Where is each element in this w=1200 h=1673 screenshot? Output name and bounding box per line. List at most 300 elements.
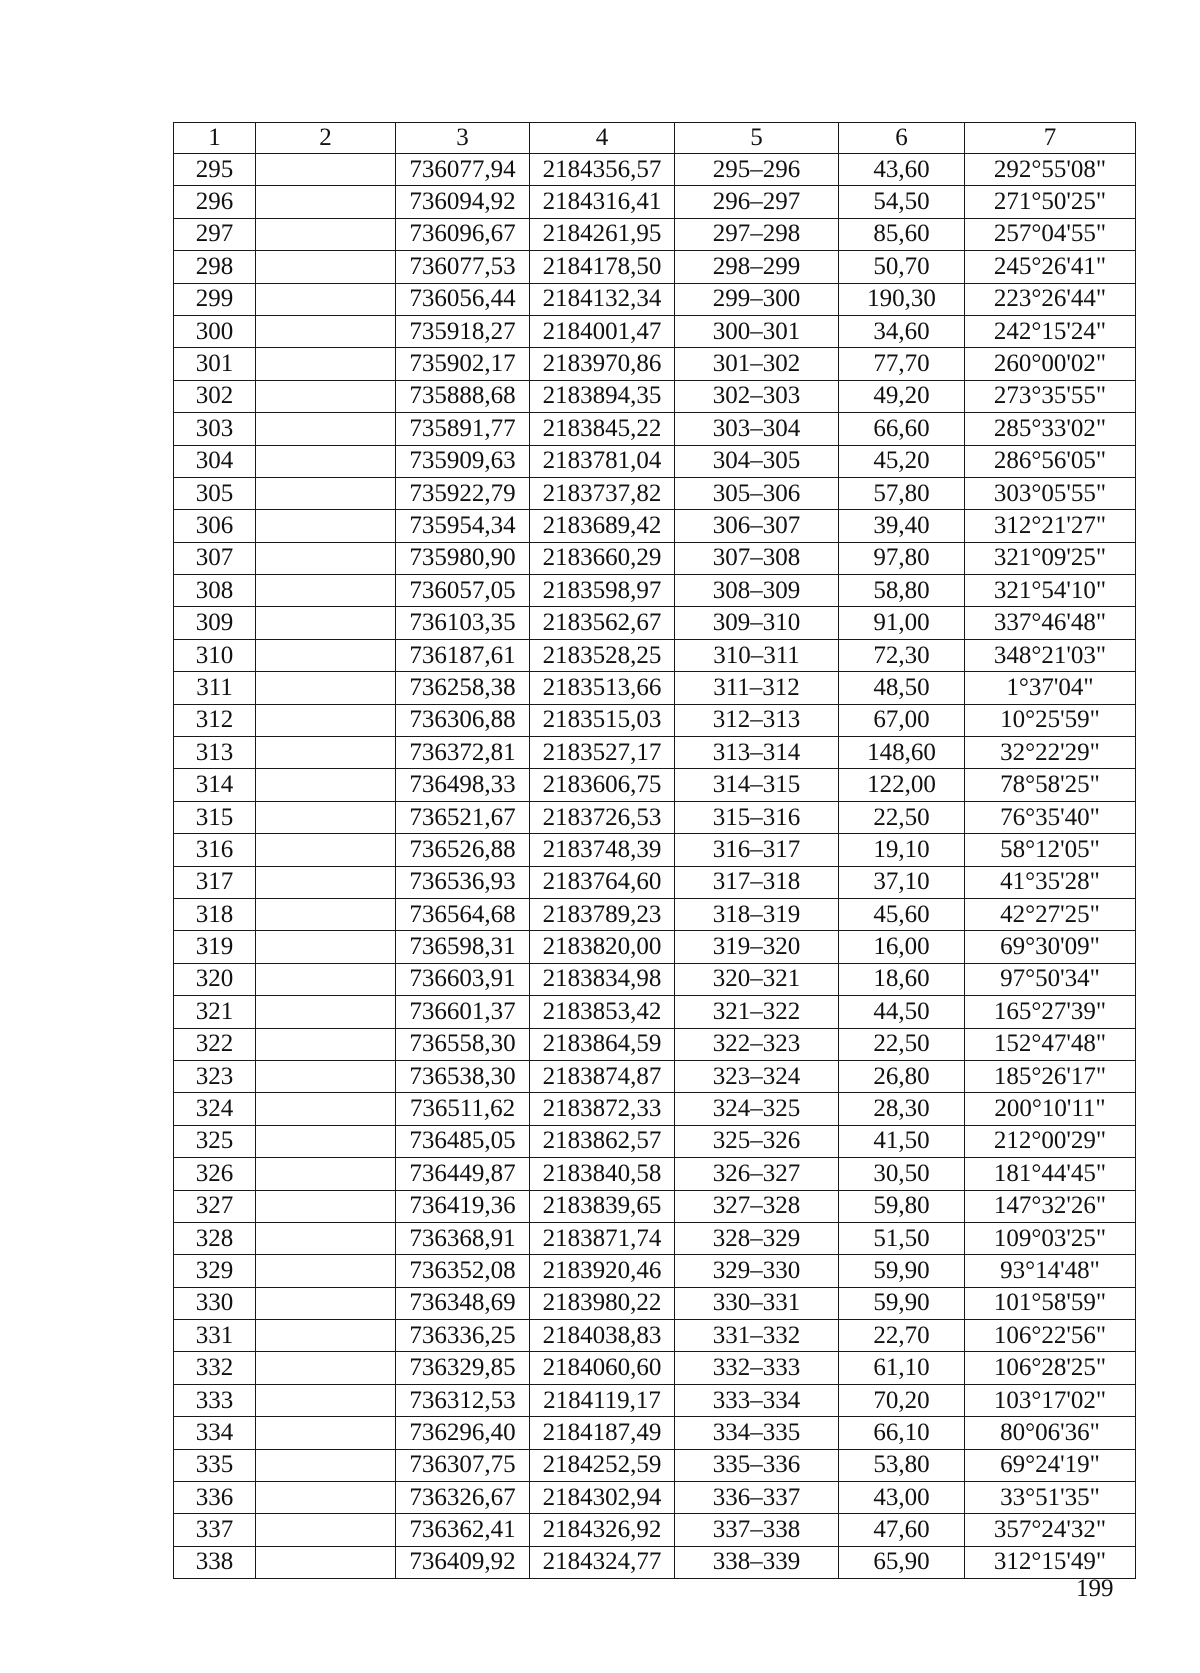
table-cell: 152°47'48" [965, 1028, 1136, 1060]
table-row [174, 672, 1136, 704]
table-cell: 65,90 [839, 1546, 965, 1578]
table-cell: 312–313 [675, 704, 839, 736]
table-cell: 299 [174, 283, 256, 315]
table-cell: 736598,31 [396, 931, 530, 963]
table-row [174, 1060, 1136, 1092]
table-cell: 314–315 [675, 769, 839, 801]
table-cell [256, 963, 396, 995]
table-cell: 41,50 [839, 1125, 965, 1157]
table-cell: 299–300 [675, 283, 839, 315]
table-cell: 324 [174, 1093, 256, 1125]
table-cell: 309–310 [675, 607, 839, 639]
table-cell: 18,60 [839, 963, 965, 995]
table-cell: 735918,27 [396, 315, 530, 347]
table-cell: 2183839,65 [530, 1190, 675, 1222]
table-cell: 300–301 [675, 315, 839, 347]
table-cell: 316–317 [675, 834, 839, 866]
table-cell: 122,00 [839, 769, 965, 801]
table-cell [256, 445, 396, 477]
table-cell: 44,50 [839, 996, 965, 1028]
table-cell: 327 [174, 1190, 256, 1222]
table-row [174, 477, 1136, 509]
table-cell: 295–296 [675, 154, 839, 186]
table-cell: 72,30 [839, 639, 965, 671]
table-cell: 2183660,29 [530, 542, 675, 574]
table-cell: 45,60 [839, 898, 965, 930]
table-cell: 2183820,00 [530, 931, 675, 963]
table-row [174, 801, 1136, 833]
table-cell: 2183764,60 [530, 866, 675, 898]
table-cell [256, 1514, 396, 1546]
table-cell: 335–336 [675, 1449, 839, 1481]
table-cell: 59,90 [839, 1287, 965, 1319]
table-cell: 298 [174, 251, 256, 283]
table-cell: 303–304 [675, 413, 839, 445]
table-cell [256, 639, 396, 671]
table-row [174, 737, 1136, 769]
table-cell [256, 704, 396, 736]
table-cell: 735954,34 [396, 510, 530, 542]
table-cell: 296–297 [675, 186, 839, 218]
table-cell: 334 [174, 1417, 256, 1449]
table-cell: 2184261,95 [530, 218, 675, 250]
table-cell: 328–329 [675, 1222, 839, 1254]
table-cell: 78°58'25" [965, 769, 1136, 801]
table-cell: 736326,67 [396, 1482, 530, 1514]
table-cell: 292°55'08" [965, 154, 1136, 186]
table-cell: 200°10'11" [965, 1093, 1136, 1125]
table-cell: 181°44'45" [965, 1158, 1136, 1190]
table-cell: 320 [174, 963, 256, 995]
table-cell [256, 1028, 396, 1060]
table-cell: 19,10 [839, 834, 965, 866]
table-cell: 2183864,59 [530, 1028, 675, 1060]
table-cell: 313 [174, 737, 256, 769]
table-cell: 333 [174, 1384, 256, 1416]
table-cell: 26,80 [839, 1060, 965, 1092]
table-row [174, 1417, 1136, 1449]
table-cell: 736485,05 [396, 1125, 530, 1157]
table-cell: 223°26'44" [965, 283, 1136, 315]
table-cell: 308 [174, 575, 256, 607]
table-row [174, 963, 1136, 995]
table-cell [256, 413, 396, 445]
table-cell: 736258,38 [396, 672, 530, 704]
table-cell: 736362,41 [396, 1514, 530, 1546]
table-cell: 190,30 [839, 283, 965, 315]
table-cell: 736307,75 [396, 1449, 530, 1481]
table-cell: 2184316,41 [530, 186, 675, 218]
table-cell: 2183515,03 [530, 704, 675, 736]
table-cell [256, 898, 396, 930]
table-row [174, 380, 1136, 412]
table-cell: 321–322 [675, 996, 839, 1028]
table-cell: 53,80 [839, 1449, 965, 1481]
table-cell: 59,80 [839, 1190, 965, 1222]
table-cell: 297 [174, 218, 256, 250]
table-row [174, 1158, 1136, 1190]
column-header: 6 [839, 123, 965, 154]
table-cell: 2184119,17 [530, 1384, 675, 1416]
table-cell: 2184187,49 [530, 1417, 675, 1449]
table-cell: 2183862,57 [530, 1125, 675, 1157]
table-cell: 319–320 [675, 931, 839, 963]
table-cell [256, 607, 396, 639]
table-cell: 736352,08 [396, 1255, 530, 1287]
table-cell: 317 [174, 866, 256, 898]
table-cell: 2184302,94 [530, 1482, 675, 1514]
table-cell: 736329,85 [396, 1352, 530, 1384]
table-cell: 326–327 [675, 1158, 839, 1190]
table-cell: 336–337 [675, 1482, 839, 1514]
column-header: 2 [256, 123, 396, 154]
table-cell [256, 1546, 396, 1578]
table-cell [256, 834, 396, 866]
table-cell: 348°21'03" [965, 639, 1136, 671]
table-cell: 2183845,22 [530, 413, 675, 445]
table-cell: 302 [174, 380, 256, 412]
table-cell: 311–312 [675, 672, 839, 704]
table-cell: 736498,33 [396, 769, 530, 801]
table-row [174, 186, 1136, 218]
table-cell: 2183726,53 [530, 801, 675, 833]
table-cell: 335 [174, 1449, 256, 1481]
table-cell: 311 [174, 672, 256, 704]
table-cell: 41°35'28" [965, 866, 1136, 898]
table-cell [256, 1287, 396, 1319]
table-row [174, 251, 1136, 283]
table-cell: 736603,91 [396, 963, 530, 995]
table-cell: 22,70 [839, 1320, 965, 1352]
table-cell [256, 1320, 396, 1352]
table-cell: 70,20 [839, 1384, 965, 1416]
table-cell: 101°58'59" [965, 1287, 1136, 1319]
table-row [174, 445, 1136, 477]
table-cell: 302–303 [675, 380, 839, 412]
table-row [174, 510, 1136, 542]
table-cell: 736538,30 [396, 1060, 530, 1092]
table-cell: 735922,79 [396, 477, 530, 509]
table-cell [256, 1060, 396, 1092]
table-row [174, 1255, 1136, 1287]
table-cell [256, 575, 396, 607]
table-cell: 185°26'17" [965, 1060, 1136, 1092]
table-cell: 67,00 [839, 704, 965, 736]
table-cell [256, 510, 396, 542]
table-cell: 297–298 [675, 218, 839, 250]
table-cell [256, 315, 396, 347]
table-row [174, 1384, 1136, 1416]
table-cell: 303°05'55" [965, 477, 1136, 509]
table-cell: 336 [174, 1482, 256, 1514]
table-cell: 735888,68 [396, 380, 530, 412]
table-cell: 51,50 [839, 1222, 965, 1254]
table-cell: 327–328 [675, 1190, 839, 1222]
table-cell: 308–309 [675, 575, 839, 607]
table-cell: 329–330 [675, 1255, 839, 1287]
table-row [174, 413, 1136, 445]
table-cell: 735902,17 [396, 348, 530, 380]
table-cell: 34,60 [839, 315, 965, 347]
table-cell: 2184356,57 [530, 154, 675, 186]
table-row [174, 1320, 1136, 1352]
table-cell: 106°28'25" [965, 1352, 1136, 1384]
table-cell: 42°27'25" [965, 898, 1136, 930]
table-cell: 325–326 [675, 1125, 839, 1157]
table-cell: 323–324 [675, 1060, 839, 1092]
table-row [174, 834, 1136, 866]
table-cell: 305 [174, 477, 256, 509]
table-cell: 2183920,46 [530, 1255, 675, 1287]
table-cell: 312°21'27" [965, 510, 1136, 542]
table-cell: 736536,93 [396, 866, 530, 898]
table-cell [256, 769, 396, 801]
table-cell: 736372,81 [396, 737, 530, 769]
table-cell: 332 [174, 1352, 256, 1384]
table-cell [256, 1222, 396, 1254]
table-cell: 330 [174, 1287, 256, 1319]
table-cell: 58°12'05" [965, 834, 1136, 866]
table-cell: 39,40 [839, 510, 965, 542]
table-cell: 306 [174, 510, 256, 542]
table-cell: 736348,69 [396, 1287, 530, 1319]
table-row [174, 575, 1136, 607]
table-cell: 242°15'24" [965, 315, 1136, 347]
table-row [174, 1125, 1136, 1157]
table-row [174, 704, 1136, 736]
column-header: 3 [396, 123, 530, 154]
table-cell: 2183606,75 [530, 769, 675, 801]
table-row [174, 1449, 1136, 1481]
table-cell: 2184060,60 [530, 1352, 675, 1384]
table-cell: 736521,67 [396, 801, 530, 833]
table-cell: 50,70 [839, 251, 965, 283]
table-cell: 736409,92 [396, 1546, 530, 1578]
table-cell: 736419,36 [396, 1190, 530, 1222]
table-cell: 315–316 [675, 801, 839, 833]
column-header: 7 [965, 123, 1136, 154]
table-row [174, 154, 1136, 186]
table-cell: 317–318 [675, 866, 839, 898]
table-cell: 77,70 [839, 348, 965, 380]
table-row [174, 769, 1136, 801]
table-cell: 323 [174, 1060, 256, 1092]
table-row [174, 639, 1136, 671]
table-cell [256, 477, 396, 509]
column-header: 1 [174, 123, 256, 154]
table-cell: 329 [174, 1255, 256, 1287]
table-cell: 324–325 [675, 1093, 839, 1125]
table-cell: 58,80 [839, 575, 965, 607]
table-cell: 2183840,58 [530, 1158, 675, 1190]
table-cell: 22,50 [839, 801, 965, 833]
table-cell: 49,20 [839, 380, 965, 412]
table-cell: 736057,05 [396, 575, 530, 607]
table-cell: 316 [174, 834, 256, 866]
table-cell: 331–332 [675, 1320, 839, 1352]
table-cell: 2183872,33 [530, 1093, 675, 1125]
table-cell: 334–335 [675, 1417, 839, 1449]
table-cell: 736511,62 [396, 1093, 530, 1125]
table-row [174, 898, 1136, 930]
table-cell: 309 [174, 607, 256, 639]
table-cell: 245°26'41" [965, 251, 1136, 283]
table-cell: 735891,77 [396, 413, 530, 445]
table-cell: 103°17'02" [965, 1384, 1136, 1416]
table-cell: 320–321 [675, 963, 839, 995]
table-cell: 310 [174, 639, 256, 671]
table-cell: 97,80 [839, 542, 965, 574]
table-cell: 328 [174, 1222, 256, 1254]
table-cell: 2183834,98 [530, 963, 675, 995]
table-body [174, 154, 1136, 1579]
table-cell: 321°09'25" [965, 542, 1136, 574]
table-cell: 736336,25 [396, 1320, 530, 1352]
table-cell: 260°00'02" [965, 348, 1136, 380]
table-cell: 321 [174, 996, 256, 1028]
table-cell: 285°33'02" [965, 413, 1136, 445]
table-cell: 736296,40 [396, 1417, 530, 1449]
table-cell: 357°24'32" [965, 1514, 1136, 1546]
table-row [174, 1028, 1136, 1060]
table-cell: 2183980,22 [530, 1287, 675, 1319]
table-cell: 212°00'29" [965, 1125, 1136, 1157]
table-cell: 301 [174, 348, 256, 380]
table-cell: 312 [174, 704, 256, 736]
table-cell: 303 [174, 413, 256, 445]
table-cell: 2183874,87 [530, 1060, 675, 1092]
table-cell: 97°50'34" [965, 963, 1136, 995]
table-cell: 314 [174, 769, 256, 801]
table-cell: 736096,67 [396, 218, 530, 250]
table-cell [256, 283, 396, 315]
table-cell: 332–333 [675, 1352, 839, 1384]
table-cell: 30,50 [839, 1158, 965, 1190]
table-row [174, 996, 1136, 1028]
table-cell: 2183527,17 [530, 737, 675, 769]
table-cell: 325 [174, 1125, 256, 1157]
table-cell: 300 [174, 315, 256, 347]
table-cell: 93°14'48" [965, 1255, 1136, 1287]
table-row [174, 1222, 1136, 1254]
table-cell: 301–302 [675, 348, 839, 380]
table-cell: 66,60 [839, 413, 965, 445]
table-header-row [174, 123, 1136, 154]
table-cell: 312°15'49" [965, 1546, 1136, 1578]
table-cell: 310–311 [675, 639, 839, 671]
table-cell [256, 1384, 396, 1416]
table-cell: 37,10 [839, 866, 965, 898]
table-cell: 2183970,86 [530, 348, 675, 380]
table-cell: 2183528,25 [530, 639, 675, 671]
table-row [174, 218, 1136, 250]
table-cell: 736449,87 [396, 1158, 530, 1190]
table-cell: 10°25'59" [965, 704, 1136, 736]
table-row [174, 1190, 1136, 1222]
table-cell: 69°30'09" [965, 931, 1136, 963]
table-row [174, 931, 1136, 963]
table-cell: 306–307 [675, 510, 839, 542]
table-cell [256, 186, 396, 218]
table-row [174, 1482, 1136, 1514]
table-cell: 318 [174, 898, 256, 930]
table-cell: 2184001,47 [530, 315, 675, 347]
table-cell: 736558,30 [396, 1028, 530, 1060]
table-cell: 66,10 [839, 1417, 965, 1449]
table-cell: 59,90 [839, 1255, 965, 1287]
column-header: 5 [675, 123, 839, 154]
table-cell [256, 1255, 396, 1287]
table-cell [256, 251, 396, 283]
table-cell: 16,00 [839, 931, 965, 963]
table-row [174, 1514, 1136, 1546]
table-cell: 318–319 [675, 898, 839, 930]
table-cell: 2183513,66 [530, 672, 675, 704]
table-cell: 273°35'55" [965, 380, 1136, 412]
table-row [174, 542, 1136, 574]
table-cell [256, 931, 396, 963]
table-cell: 736103,35 [396, 607, 530, 639]
table-cell [256, 1482, 396, 1514]
table-cell: 313–314 [675, 737, 839, 769]
table-cell: 271°50'25" [965, 186, 1136, 218]
table-cell: 2183737,82 [530, 477, 675, 509]
table-cell: 304–305 [675, 445, 839, 477]
table-cell: 2184038,83 [530, 1320, 675, 1352]
table-cell [256, 1417, 396, 1449]
table-cell: 2183562,67 [530, 607, 675, 639]
table-cell [256, 1093, 396, 1125]
table-row [174, 1546, 1136, 1578]
table-cell: 48,50 [839, 672, 965, 704]
table-cell: 32°22'29" [965, 737, 1136, 769]
table-cell: 57,80 [839, 477, 965, 509]
table-cell: 148,60 [839, 737, 965, 769]
table-cell: 2184324,77 [530, 1546, 675, 1578]
table-cell [256, 866, 396, 898]
table-cell: 2184252,59 [530, 1449, 675, 1481]
table-cell [256, 737, 396, 769]
table-cell: 736306,88 [396, 704, 530, 736]
table-row [174, 348, 1136, 380]
table-cell: 147°32'26" [965, 1190, 1136, 1222]
table-cell [256, 672, 396, 704]
table-cell: 331 [174, 1320, 256, 1352]
table-cell: 43,00 [839, 1482, 965, 1514]
table-cell [256, 348, 396, 380]
table-cell: 91,00 [839, 607, 965, 639]
table-cell: 338–339 [675, 1546, 839, 1578]
table-cell: 1°37'04" [965, 672, 1136, 704]
table-cell: 319 [174, 931, 256, 963]
table-cell: 315 [174, 801, 256, 833]
table-cell: 2183853,42 [530, 996, 675, 1028]
table-cell: 330–331 [675, 1287, 839, 1319]
table-cell: 298–299 [675, 251, 839, 283]
table-cell: 337°46'48" [965, 607, 1136, 639]
table-cell: 736056,44 [396, 283, 530, 315]
table-row [174, 1352, 1136, 1384]
table-cell: 321°54'10" [965, 575, 1136, 607]
table-cell: 257°04'55" [965, 218, 1136, 250]
table-cell [256, 801, 396, 833]
table-cell: 736077,53 [396, 251, 530, 283]
table-cell [256, 154, 396, 186]
table-cell: 2184178,50 [530, 251, 675, 283]
table-cell: 736368,91 [396, 1222, 530, 1254]
table-cell: 109°03'25" [965, 1222, 1136, 1254]
table-cell: 54,50 [839, 186, 965, 218]
